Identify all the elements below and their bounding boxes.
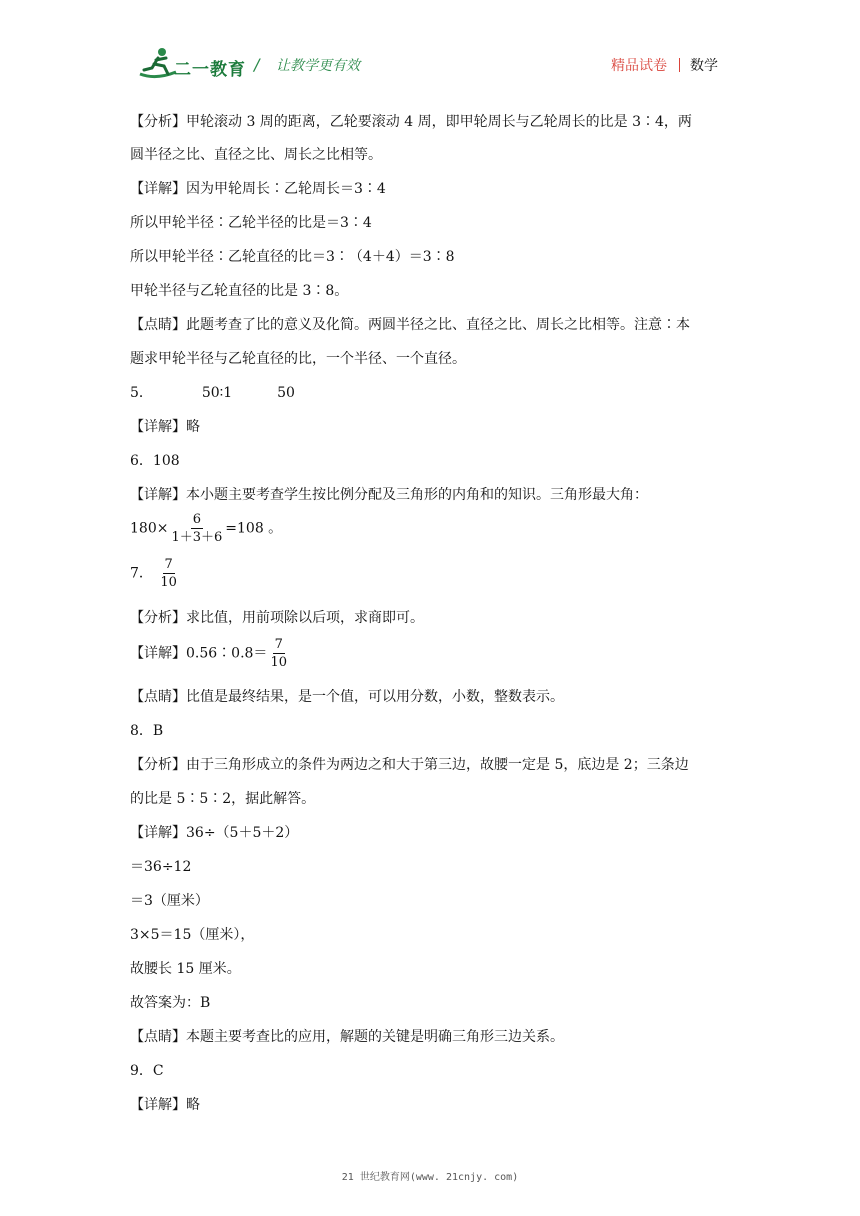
text-line: 甲轮半径与乙轮直径的比是 3∶8。 bbox=[130, 283, 349, 299]
premium-tag: 精品试卷 bbox=[611, 58, 667, 74]
brand-name: 二一教育 bbox=[174, 60, 246, 80]
text-line: ＝36÷12 bbox=[130, 859, 192, 875]
text-line: 所以甲轮半径∶乙轮直径的比＝3∶（4＋4）＝3∶8 bbox=[130, 249, 455, 265]
detail-line: 【详解】因为甲轮周长∶乙轮周长＝3∶4 bbox=[130, 181, 386, 197]
numerator: 7 bbox=[274, 637, 283, 652]
brand-slogan: 让教学更有效 bbox=[276, 58, 360, 74]
analysis-line: 【分析】由于三角形成立的条件为两边之和大于第三边，故腰一定是 5，底边是 2；三条边 bbox=[130, 757, 689, 773]
question-number: 7． bbox=[130, 565, 153, 582]
answer-5 bbox=[130, 381, 295, 405]
detail-line: 【详解】略 bbox=[130, 419, 200, 435]
numerator: 7 bbox=[164, 557, 173, 572]
analysis-line: 【分析】甲轮滚动 3 周的距离，乙轮要滚动 4 周，即甲轮周长与乙轮周长的比是 3∶4，两 bbox=[130, 114, 692, 130]
analysis-line: 【分析】求比值，用前项除以后项，求商即可。 bbox=[130, 610, 424, 626]
question-number: 5． bbox=[130, 385, 153, 401]
formula-prefix: 180× bbox=[130, 520, 169, 537]
detail-line: 【详解】36÷（5＋5＋2） bbox=[130, 825, 299, 841]
text-line: 故腰长 15 厘米。 bbox=[130, 961, 241, 977]
comment-line: 【点睛】比值是最终结果，是一个值，可以用分数，小数，整数表示。 bbox=[130, 689, 564, 705]
detail-text: 【详解】0.56∶0.8＝ bbox=[130, 645, 268, 662]
fraction bbox=[158, 558, 179, 589]
analysis-line-cont: 的比是 5∶5∶2，据此解答。 bbox=[130, 791, 316, 807]
detail-line: 【详解】略 bbox=[130, 1097, 200, 1113]
formula-suffix: =108 。 bbox=[225, 520, 283, 537]
denominator: 10 bbox=[270, 655, 287, 670]
text-line: ＝3（厘米） bbox=[130, 893, 209, 909]
comment-line-cont: 题求甲轮半径与乙轮直径的比，一个半径、一个直径。 bbox=[130, 351, 466, 367]
comment-line: 【点睛】本题主要考查比的应用，解题的关键是明确三角形三边关系。 bbox=[130, 1029, 564, 1045]
detail-line: 【详解】本小题主要考查学生按比例分配及三角形的内角和的知识。三角形最大角： bbox=[130, 487, 648, 503]
answer-7 bbox=[130, 558, 180, 589]
answer-9: 9．C bbox=[130, 1063, 164, 1079]
numerator: 6 bbox=[192, 512, 201, 527]
formula-line bbox=[130, 513, 282, 544]
comment-line: 【点睛】此题考查了比的意义及化简。两圆半径之比、直径之比、周长之比相等。注意∶本 bbox=[130, 317, 690, 333]
answer-8: 8．B bbox=[130, 723, 164, 739]
fraction bbox=[169, 513, 224, 544]
answer-6: 6．108 bbox=[130, 453, 180, 469]
fraction bbox=[268, 638, 289, 669]
tag-separator bbox=[679, 58, 680, 72]
subject-tag: 数学 bbox=[690, 58, 718, 74]
denominator: 10 bbox=[160, 575, 177, 590]
header-divider: / bbox=[254, 55, 260, 74]
text-line: 故答案为：B bbox=[130, 995, 211, 1011]
answer-value: 50 bbox=[277, 385, 295, 401]
text-line: 所以甲轮半径∶乙轮半径的比是＝3∶4 bbox=[130, 215, 372, 231]
text-line: 3×5＝15（厘米）， bbox=[130, 927, 255, 943]
header-tags bbox=[611, 55, 718, 75]
answer-value: 50∶1 bbox=[201, 385, 233, 401]
analysis-line-cont: 圆半径之比、直径之比、周长之比相等。 bbox=[130, 147, 382, 163]
denominator: 1＋3＋6 bbox=[171, 530, 223, 545]
page-header bbox=[0, 0, 860, 92]
detail-line bbox=[130, 638, 290, 669]
page-footer: 21 世纪教育网(www. 21cnjy. com) bbox=[341, 1172, 519, 1183]
